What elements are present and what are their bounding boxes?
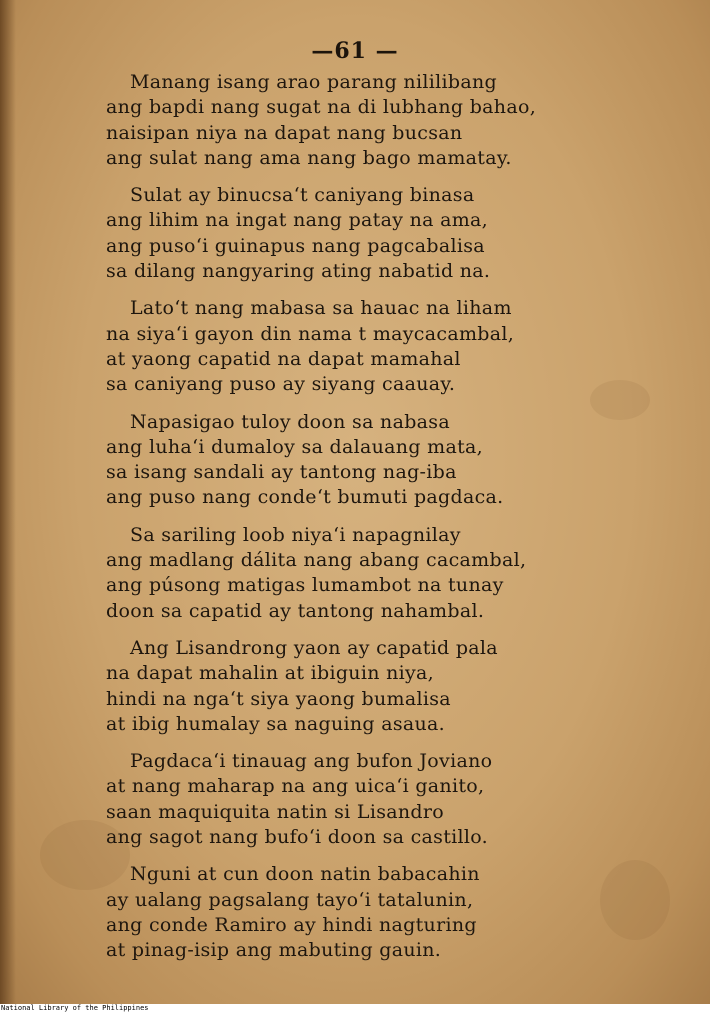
paper-stain bbox=[600, 860, 670, 940]
verse-line: ang puso nang conde‘t bumuti pagdaca. bbox=[106, 486, 504, 509]
verse-line: ang sagot nang bufo‘i doon sa castillo. bbox=[106, 826, 489, 849]
verse-line: sa dilang nangyaring ating nabatid na. bbox=[106, 260, 491, 283]
verse-line: sa caniyang puso ay siyang caauay. bbox=[106, 373, 456, 396]
paper-stain bbox=[590, 380, 650, 420]
verse-line: ang sulat nang ama nang bago mamatay. bbox=[106, 146, 512, 169]
verse-line: na siya‘i gayon din nama t maycacambal, bbox=[106, 322, 515, 345]
verse-line: ang luha‘i dumaloy sa dalauang mata, bbox=[106, 435, 483, 458]
verse-line: Sulat ay binucsa‘t caniyang binasa bbox=[130, 184, 475, 207]
verse-line: ang bapdi nang sugat na di lubhang bahao, bbox=[106, 96, 537, 119]
verse-line: ang conde Ramiro ay hindi nagturing bbox=[106, 913, 477, 936]
stanza bbox=[100, 296, 580, 397]
verse-line: ay ualang pagsalang tayo‘i tatalunin, bbox=[106, 888, 474, 911]
verse-line: ang puso‘i guinapus nang pagcabalisa bbox=[106, 234, 485, 257]
verse-line: at nang maharap na ang uica‘i ganito, bbox=[106, 775, 485, 798]
verse-line: saan maquiquita natin si Lisandro bbox=[106, 800, 444, 823]
page-spine-shadow bbox=[0, 0, 16, 1004]
verse-line: Napasigao tuloy doon sa nabasa bbox=[130, 410, 450, 433]
verse-line: naisipan niya na dapat nang bucsan bbox=[106, 121, 463, 144]
library-credit: National Library of the Philippines bbox=[1, 1004, 149, 1012]
verse-line: doon sa capatid ay tantong nahambal. bbox=[106, 599, 485, 622]
verse-line: Nguni at cun doon natin babacahin bbox=[130, 863, 480, 886]
verse-line: at yaong capatid na dapat mamahal bbox=[106, 347, 461, 370]
page-number: —61 — bbox=[311, 38, 399, 64]
verse-line: Pagdaca‘i tinauag ang bufon Joviano bbox=[130, 750, 493, 773]
verse-line: na dapat mahalin at ibiguin niya, bbox=[106, 662, 434, 685]
verse-line: at ibig humalay sa naguing asaua. bbox=[106, 712, 446, 735]
stanza bbox=[100, 862, 580, 963]
verse-line: hindi na nga‘t siya yaong bumalisa bbox=[106, 687, 451, 710]
stanza bbox=[100, 636, 580, 737]
verse-line: Ang Lisandrong yaon ay capatid pala bbox=[130, 636, 498, 659]
verse-line: ang púsong matigas lumambot na tunay bbox=[106, 574, 504, 597]
poem-text bbox=[100, 70, 580, 976]
verse-line: ang madlang dálita nang abang cacambal, bbox=[106, 549, 527, 572]
verse-line: Manang isang arao parang nililibang bbox=[130, 71, 497, 93]
stanza bbox=[100, 410, 580, 511]
verse-line: at pinag-isip ang mabuting gauin. bbox=[106, 939, 442, 962]
stanza bbox=[100, 749, 580, 850]
stanza bbox=[100, 183, 580, 284]
stanza bbox=[100, 523, 580, 624]
verse-line: sa isang sandali ay tantong nag-iba bbox=[106, 461, 457, 484]
verse-line: Lato‘t nang mabasa sa hauac na liham bbox=[130, 297, 512, 320]
stanza bbox=[100, 70, 580, 171]
verse-line: Sa sariling loob niya‘i napagnilay bbox=[130, 523, 461, 546]
verse-line: ang lihim na ingat nang patay na ama, bbox=[106, 209, 489, 232]
